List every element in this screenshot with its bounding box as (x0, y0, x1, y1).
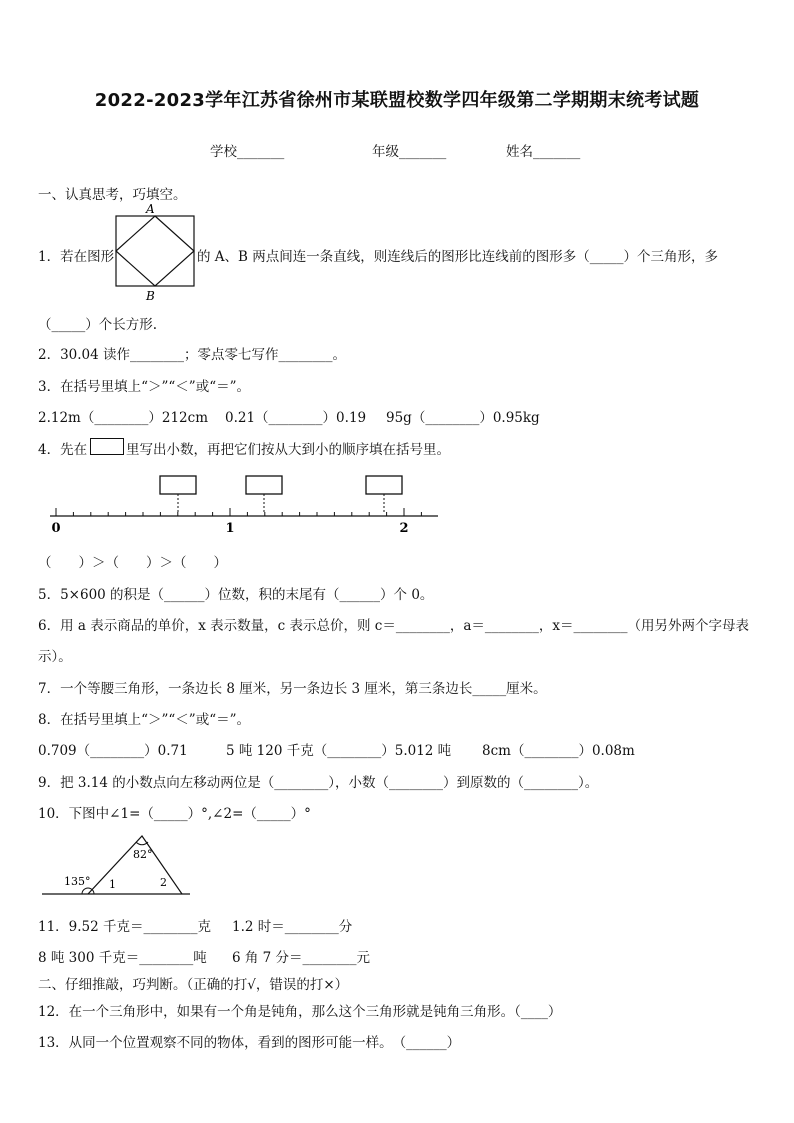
question-11-c: 8 吨 300 千克＝________吨 (38, 950, 207, 966)
point-a-label: A (146, 202, 155, 216)
exterior-angle-label: 135° (64, 875, 91, 888)
question-1-prefix: 1．若在图形 (38, 249, 115, 265)
question-8-item-2: 5 吨 120 千克（________）5.012 吨 (226, 743, 452, 759)
question-12: 12．在一个三角形中，如果有一个角是钝角，那么这个三角形就是钝角三角形。（____） (38, 1004, 562, 1020)
name-field: 姓名_______ (506, 144, 581, 160)
question-4-answer: （ ）＞（ ）＞（ ） (38, 555, 227, 571)
question-1-line2: （_____）个长方形. (38, 317, 158, 333)
question-10: 10．下图中∠1=（_____）°,∠2=（_____）° (38, 806, 311, 822)
top-angle-label: 82° (133, 848, 153, 861)
question-7: 7．一个等腰三角形，一条边长 8 厘米，另一条边长 3 厘米，第三条边长_____厘米。 (38, 681, 547, 697)
school-field: 学校_______ (210, 144, 285, 160)
question-6-line1: 6．用 a 表示商品的单价，x 表示数量，c 表示总价，则 c＝________，a＝________，x＝________（用另外两个字母表 (38, 618, 749, 634)
tick-label-0: 0 (51, 521, 61, 536)
figure-rectangle (116, 216, 194, 286)
triangle-sides (88, 836, 182, 894)
question-2: 2．30.04 读作________；零点零七写作________。 (38, 347, 347, 363)
figure-rhombus (116, 216, 194, 286)
question-11-a: 11．9.52 千克＝________克 (38, 919, 212, 935)
angle-1-label: 1 (109, 878, 116, 891)
point-b-label: B (146, 289, 155, 303)
tick-label-1: 1 (225, 521, 235, 536)
page-title: 2022-2023学年江苏省徐州市某联盟校数学四年级第二学期期末统考试题 (94, 90, 700, 111)
blank-box-1 (160, 476, 196, 494)
question-3-item-2: 0.21（________）0.19 (225, 410, 367, 426)
question-6-line2: 示）。 (38, 649, 72, 665)
square-rhombus-figure (110, 200, 202, 304)
question-1-text: 的 A、B 两点间连一条直线，则连线后的图形比连线前的图形多（_____）个三角形，多 (197, 249, 719, 265)
number-line (40, 468, 450, 540)
question-9: 9．把 3.14 的小数点向左移动两位是（________），小数（________）到原数的（________）。 (38, 775, 599, 791)
answer-box-icon (90, 438, 124, 455)
tick-label-2: 2 (399, 521, 409, 536)
question-13: 13．从同一个位置观察不同的物体，看到的图形可能一样。 （______） (38, 1035, 461, 1051)
section-heading-1: 一、认真思考，巧填空。 (38, 187, 187, 203)
question-3: 3．在括号里填上“＞”“＜”或“＝”。 (38, 379, 250, 395)
grade-field: 年级_______ (372, 144, 447, 160)
question-8-item-3: 8cm（________）0.08m (482, 743, 635, 759)
section-heading-2: 二、仔细推敲，巧判断。（正确的打√，错误的打×） (38, 977, 349, 993)
question-3-item-3: 95g（________）0.95kg (386, 410, 540, 426)
question-8-item-1: 0.709（________）0.71 (38, 743, 188, 759)
blank-box-3 (366, 476, 402, 494)
question-5: 5．5×600 的积是（______）位数，积的末尾有（______）个 0。 (38, 587, 434, 603)
triangle-figure (40, 830, 200, 902)
question-4-text: 里写出小数，再把它们按从大到小的顺序填在括号里。 (126, 442, 450, 458)
question-11-d: 6 角 7 分＝________元 (232, 950, 371, 966)
question-11-b: 1.2 时＝________分 (232, 919, 353, 935)
question-8: 8．在括号里填上“＞”“＜”或“＝”。 (38, 712, 250, 728)
blank-box-2 (246, 476, 282, 494)
question-3-item-1: 2.12m（________）212cm (38, 410, 208, 426)
angle-2-label: 2 (160, 876, 167, 889)
question-4-prefix: 4．先在 (38, 442, 88, 458)
